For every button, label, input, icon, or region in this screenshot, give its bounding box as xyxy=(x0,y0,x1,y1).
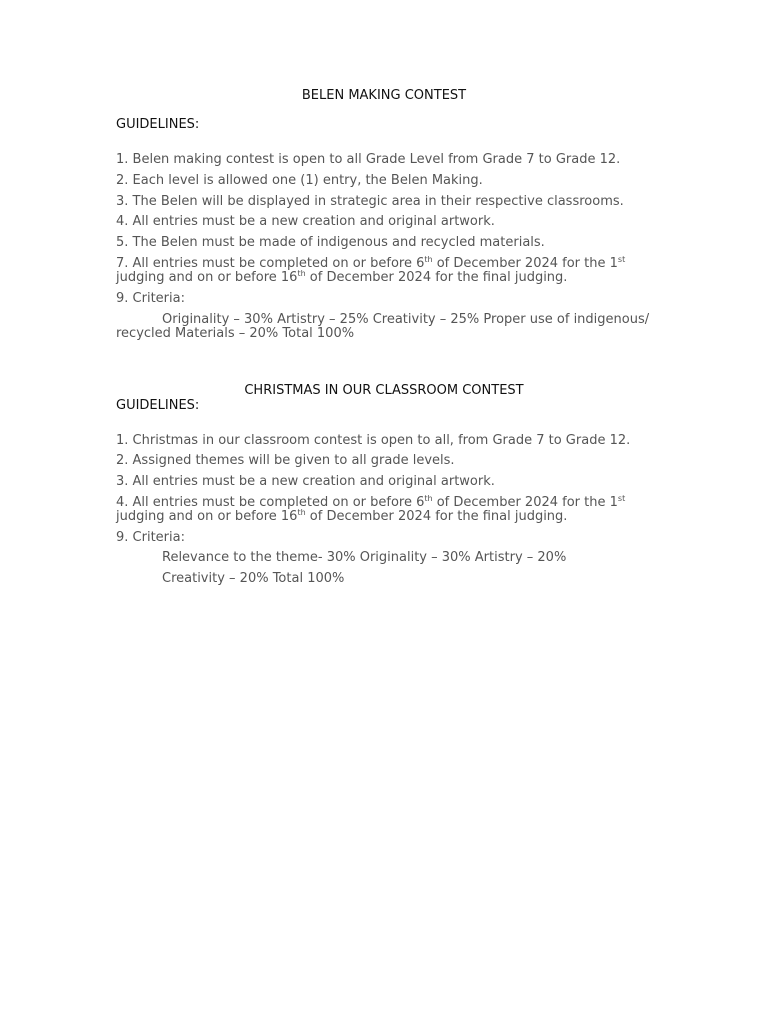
christmas-criteria-label: 9. Criteria: xyxy=(116,530,185,545)
christmas-guideline-item-2: 2. Assigned themes will be given to all grade levels. xyxy=(116,453,455,468)
belen-guideline-item-2: 2. Each level is allowed one (1) entry, the Belen Making. xyxy=(116,173,483,188)
belen-guideline-item-4: 4. All entries must be a new creation and original artwork. xyxy=(116,214,495,229)
christmas-guideline-item-3: 3. All entries must be a new creation and original artwork. xyxy=(116,474,495,489)
belen-deadline-line-2: judging and on or before 16th of December 2024 for the final judging. xyxy=(116,269,568,285)
belen-guidelines-label: GUIDELINES: xyxy=(116,117,200,132)
christmas-criteria-line-2: Creativity – 20% Total 100% xyxy=(162,571,345,586)
christmas-guideline-item-1: 1. Christmas in our classroom contest is open to all, from Grade 7 to Grade 12. xyxy=(116,433,631,448)
christmas-deadline-line-1: 4. All entries must be completed on or before 6th of December 2024 for the 1st xyxy=(116,494,626,510)
christmas-contest-title: CHRISTMAS IN OUR CLASSROOM CONTEST xyxy=(244,383,524,398)
belen-deadline-line-1: 7. All entries must be completed on or before 6th of December 2024 for the 1st xyxy=(116,255,626,271)
christmas-guidelines-label: GUIDELINES: xyxy=(116,398,200,413)
belen-guideline-item-3: 3. The Belen will be displayed in strategic area in their respective classrooms. xyxy=(116,194,624,209)
christmas-criteria-line-1: Relevance to the theme- 30% Originality – 30% Artistry – 20% xyxy=(162,550,567,565)
belen-criteria-label: 9. Criteria: xyxy=(116,291,185,306)
belen-criteria-line-2: recycled Materials – 20% Total 100% xyxy=(116,326,355,341)
belen-criteria-line-1: Originality – 30% Artistry – 25% Creativity – 25% Proper use of indigenous/ xyxy=(162,312,650,327)
christmas-deadline-line-2: judging and on or before 16th of December 2024 for the final judging. xyxy=(116,508,568,524)
belen-guideline-item-1: 1. Belen making contest is open to all Grade Level from Grade 7 to Grade 12. xyxy=(116,152,621,167)
belen-guideline-item-5: 5. The Belen must be made of indigenous and recycled materials. xyxy=(116,235,545,250)
belen-contest-title: BELEN MAKING CONTEST xyxy=(301,88,467,103)
